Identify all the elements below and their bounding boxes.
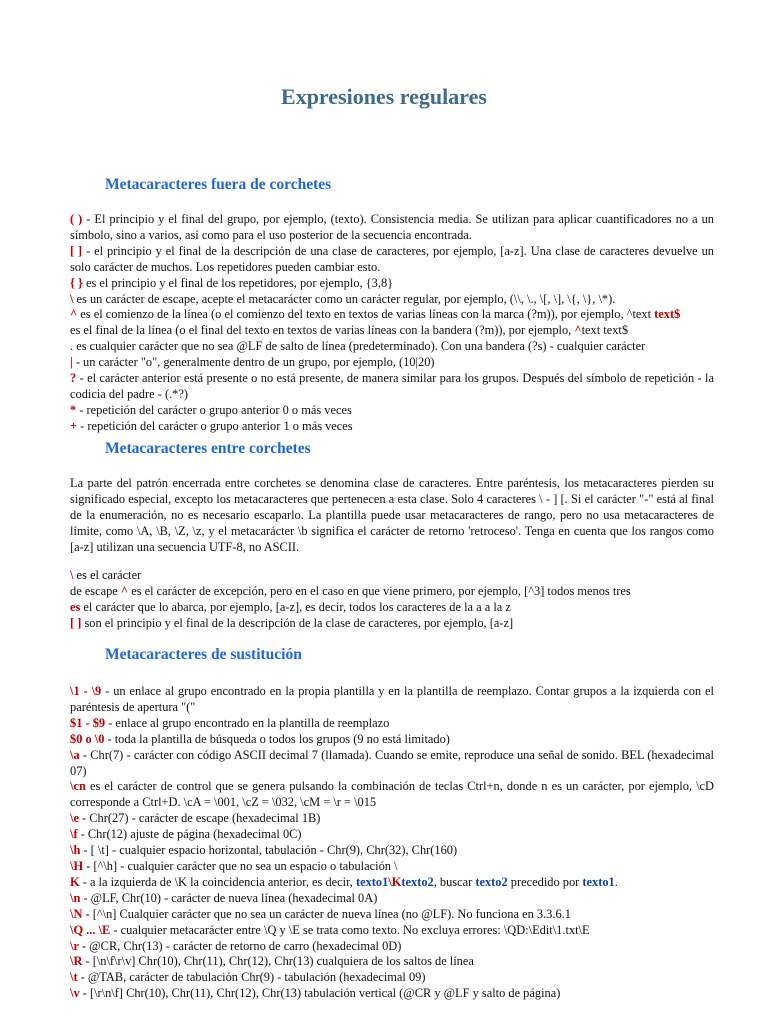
item-H: \H - [^\h] - cualquier carácter que no sea un espacio o tabulación \: [70, 858, 398, 873]
item-control: \cn es el carácter de control que se genera pulsando la combinación de teclas Ctrl+n, donde n es un carácter, por ejemplo, \cD corresponde a Ctrl+D. \cA = \001, \cZ = \032, \cM = \r = \015: [70, 779, 714, 810]
item-question: ? - el carácter anterior está presente o no está presente, de manera similar para los grupos. Después del símbolo de repetición - la codicia del padre - (.*?): [70, 371, 714, 401]
item-N: \N - [^\n] Cualquier carácter que no sea un carácter de nueva línea (no @LF). No funciona en 3.3.6.1: [70, 906, 571, 921]
section-inside-brackets-list: [70, 568, 714, 632]
item-tab: \t - @TAB, carácter de tabulación Chr(9) - tabulación (hexadecimal 09): [70, 970, 426, 985]
item-whole-match: $0 o \0 - toda la plantilla de búsqueda o todos los grupos (9 no está limitado): [70, 731, 450, 746]
item-vtab: \v - [\r\n\f] Chr(10), Chr(11), Chr(12), Chr(13) tabulación vertical (@CR y @LF y salto de página): [70, 986, 561, 1001]
item-braces: { } es el principio y el final de los repetidores, por ejemplo, {3,8}: [70, 275, 394, 290]
item-pipe: | - un carácter "o", generalmente dentro de un grupo, por ejemplo, (10|20): [70, 355, 435, 370]
item-h: \h - [ \t] - cualquier espacio horizontal, tabulación - Chr(9), Chr(32), Chr(160): [70, 843, 458, 858]
section-outside-brackets-body: [70, 212, 714, 435]
item-dollar: es el final de la línea (o el final del texto en textos de varias líneas con la bandera (?m)), por ejemplo, ^text text$: [70, 323, 629, 338]
item-escape: \ es el carácter: [70, 568, 142, 582]
item-K: K - a la izquierda de \K la coincidencia anterior, es decir, texto1\Ktexto2, buscar texto2 precedido por texto1.: [70, 874, 618, 889]
item-backslash: \ es un carácter de escape, acepte el metacarácter como un carácter regular, por ejemplo, (\\, \., \[, \], \{, \}, \*).: [70, 291, 616, 306]
section-inside-brackets-body: [70, 476, 714, 556]
item-brackets: [ ] - el principio y el final de la descripción de una clase de caracteres, por ejemplo, [a-z]. Una clase de caracteres devuelve un solo carácter de muchos. Los repetidores pueden cambiar esto.: [70, 243, 714, 274]
item-newline: \n - @LF, Chr(10) - carácter de nueva línea (hexadecimal 0A): [70, 890, 378, 905]
item-R: \R - [\n\f\r\v] Chr(10), Chr(11), Chr(12), Chr(13) cualquiera de los saltos de línea: [70, 954, 474, 969]
page-title: Expresiones regulares: [281, 84, 487, 109]
section-substitution-body: [70, 684, 714, 1002]
item-formfeed: \f - Chr(12) ajuste de página (hexadecimal 0C): [70, 827, 302, 842]
item-dollar-group: $1 - $9 - enlace al grupo encontrado en la plantilla de reemplazo: [70, 715, 390, 730]
class-paragraph: La parte del patrón encerrada entre corchetes se denomina clase de caracteres. Entre paréntesis, los metacaracteres pierden su significado especial, excepto los metacaracteres que pertenecen a esta clase. Solo 4 caracteres \ - ] [. Si el carácter "-" está al final de la enumeración, no es necesario escaparlo. La plantilla puede usar metacaracteres de rango, pero no usa metacaracteres de límite, como \A, \B, \Z, \z, y el metacarácter \b significa el carácter de retorno 'retroceso'. Tenga en cuenta que los rangos como [a-z] utilizan una secuencia UTF-8, no ASCII.: [70, 476, 714, 554]
item-plus: + - repetición del carácter o grupo anterior 1 o más veces: [70, 418, 353, 433]
item-class-brackets: [ ] son el principio y el final de la descripción de la clase de caracteres, por ejemplo, [a-z]: [70, 615, 514, 630]
section-heading-outside-brackets: Metacaracteres fuera de corchetes: [105, 176, 332, 193]
item-backref: \1 - \9 - un enlace al grupo encontrado en la propia plantilla y en la plantilla de reemplazo. Contar grupos a la izquierda con el paréntesis de apertura "(": [70, 684, 714, 714]
item-quote: \Q ... \E - cualquier metacarácter entre \Q y \E se trata como texto. No excluya errores: \QD:\Edit\1.txt\E: [70, 922, 590, 937]
item-bell: \a - Chr(7) - carácter con código ASCII decimal 7 (llamada). Cuando se emite, reproduce una señal de sonido. BEL (hexadecimal 07): [70, 747, 714, 778]
item-caret: ^ es el comienzo de la línea (o el comienzo del texto en textos de varias líneas con la marca (?m)), por ejemplo, ^text text$: [70, 307, 681, 322]
section-heading-substitution: Metacaracteres de sustitución: [105, 646, 302, 663]
item-esc: \e - Chr(27) - carácter de escape (hexadecimal 1B): [70, 811, 321, 826]
item-dot: . es cualquier carácter que no sea @LF de salto de línea (predeterminado). Con una bandera (?s) - cualquier carácter: [70, 339, 646, 354]
item-range: es el carácter que lo abarca, por ejemplo, [a-z], es decir, todos los caracteres de la a a la z: [70, 599, 511, 614]
item-parentheses: ( ) - El principio y el final del grupo, por ejemplo, (texto). Consistencia media. Se utilizan para aplicar cuantificadores no a un símbolo, sino a varios, así como para el uso posterior de la secuencia encontrada.: [70, 212, 714, 242]
item-asterisk: * - repetición del carácter o grupo anterior 0 o más veces: [70, 402, 352, 417]
item-exception: de escape ^ es el carácter de excepción, pero en el caso en que viene primero, por ejemplo, [^3] todos menos tres: [70, 583, 631, 598]
item-cr: \r - @CR, Chr(13) - carácter de retorno de carro (hexadecimal 0D): [70, 938, 402, 953]
section-heading-inside-brackets: Metacaracteres entre corchetes: [105, 440, 311, 457]
